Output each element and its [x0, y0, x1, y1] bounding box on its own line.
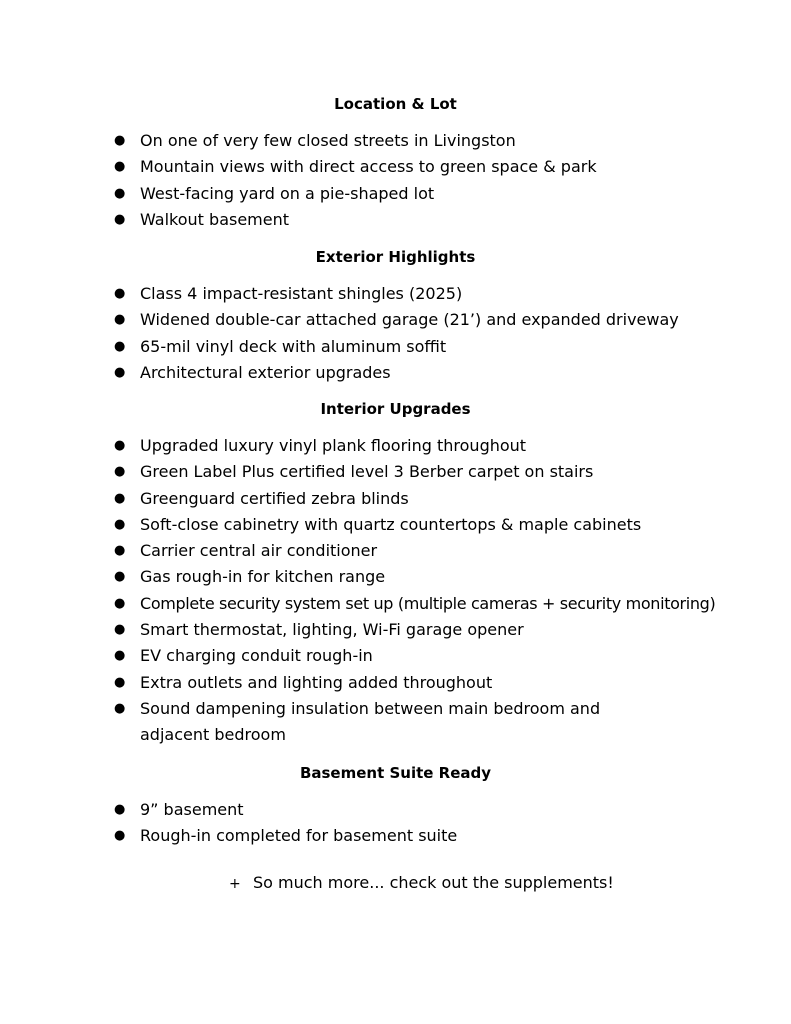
list-item: ● Upgraded luxury vinyl plank flooring throughout	[114, 433, 714, 459]
list-item: ● 9” basement	[114, 797, 714, 823]
footer-note	[229, 872, 614, 895]
section-list-basement-suite-ready	[114, 797, 714, 850]
bullet-icon: ●	[114, 700, 126, 716]
bullet-icon: ●	[114, 543, 126, 559]
list-item: ● Gas rough-in for kitchen range	[114, 564, 714, 590]
bullet-icon: ●	[114, 185, 126, 201]
bullet-icon: ●	[114, 438, 126, 453]
bullet-icon: ●	[114, 159, 126, 175]
section-heading-exterior-highlights: Exterior Highlights	[315, 248, 476, 266]
list-item: ● Green Label Plus certified level 3 Berber carpet on stairs	[114, 459, 714, 485]
list-item: ● Rough-in completed for basement suite	[114, 823, 714, 849]
list-item: ● Mountain views with direct access to green space & park	[114, 154, 714, 180]
list-item: ● Extra outlets and lighting added throughout	[114, 670, 714, 696]
list-item: ● Smart thermostat, lighting, Wi-Fi garage opener	[114, 617, 714, 643]
bullet-icon: ●	[114, 595, 125, 611]
list-item: ● Sound dampening insulation between main bedroom and adjacent bedroom	[114, 696, 670, 749]
bullet-icon: ●	[114, 516, 126, 532]
section-list-interior-upgrades	[114, 433, 714, 749]
section-list-exterior-highlights	[114, 281, 714, 386]
footer-text: So much more... check out the supplements!	[253, 873, 614, 892]
section-heading-interior-upgrades: Interior Upgrades	[320, 400, 471, 418]
list-item: ● EV charging conduit rough-in	[114, 643, 714, 669]
list-item: ● Soft-close cabinetry with quartz countertops & maple cabinets	[114, 512, 714, 538]
bullet-icon: ●	[114, 802, 126, 817]
list-item: ● Class 4 impact-resistant shingles (2025)	[114, 281, 714, 307]
list-item: ● Walkout basement	[114, 207, 714, 233]
bullet-icon: ●	[114, 828, 126, 844]
bullet-icon: ●	[114, 211, 126, 227]
list-item: ● Greenguard certified zebra blinds	[114, 486, 714, 512]
bullet-icon: ●	[114, 133, 126, 148]
bullet-icon: ●	[114, 464, 126, 480]
list-item: ● 65-mil vinyl deck with aluminum soffit	[114, 334, 714, 360]
bullet-icon: ●	[114, 338, 126, 354]
section-heading-basement-suite-ready: Basement Suite Ready	[299, 764, 492, 782]
list-item: ● Widened double-car attached garage (21’) and expanded driveway	[114, 307, 714, 333]
plus-icon: +	[229, 876, 241, 892]
bullet-icon: ●	[114, 312, 126, 328]
list-item: ● West-facing yard on a pie-shaped lot	[114, 181, 714, 207]
list-item: ● Carrier central air conditioner	[114, 538, 714, 564]
bullet-icon: ●	[114, 674, 126, 690]
bullet-icon: ●	[114, 364, 126, 380]
bullet-icon: ●	[114, 490, 126, 506]
bullet-icon: ●	[114, 286, 126, 301]
bullet-icon: ●	[114, 569, 126, 585]
section-heading-location-lot: Location & Lot	[334, 95, 457, 113]
bullet-icon: ●	[114, 622, 126, 638]
list-item: ● On one of very few closed streets in Livingston	[114, 128, 714, 154]
bullet-icon: ●	[114, 648, 126, 664]
list-item: ● Complete security system set up (multiple cameras + security monitoring)	[114, 591, 714, 617]
section-list-location-lot	[114, 128, 714, 233]
list-item: ● Architectural exterior upgrades	[114, 360, 714, 386]
